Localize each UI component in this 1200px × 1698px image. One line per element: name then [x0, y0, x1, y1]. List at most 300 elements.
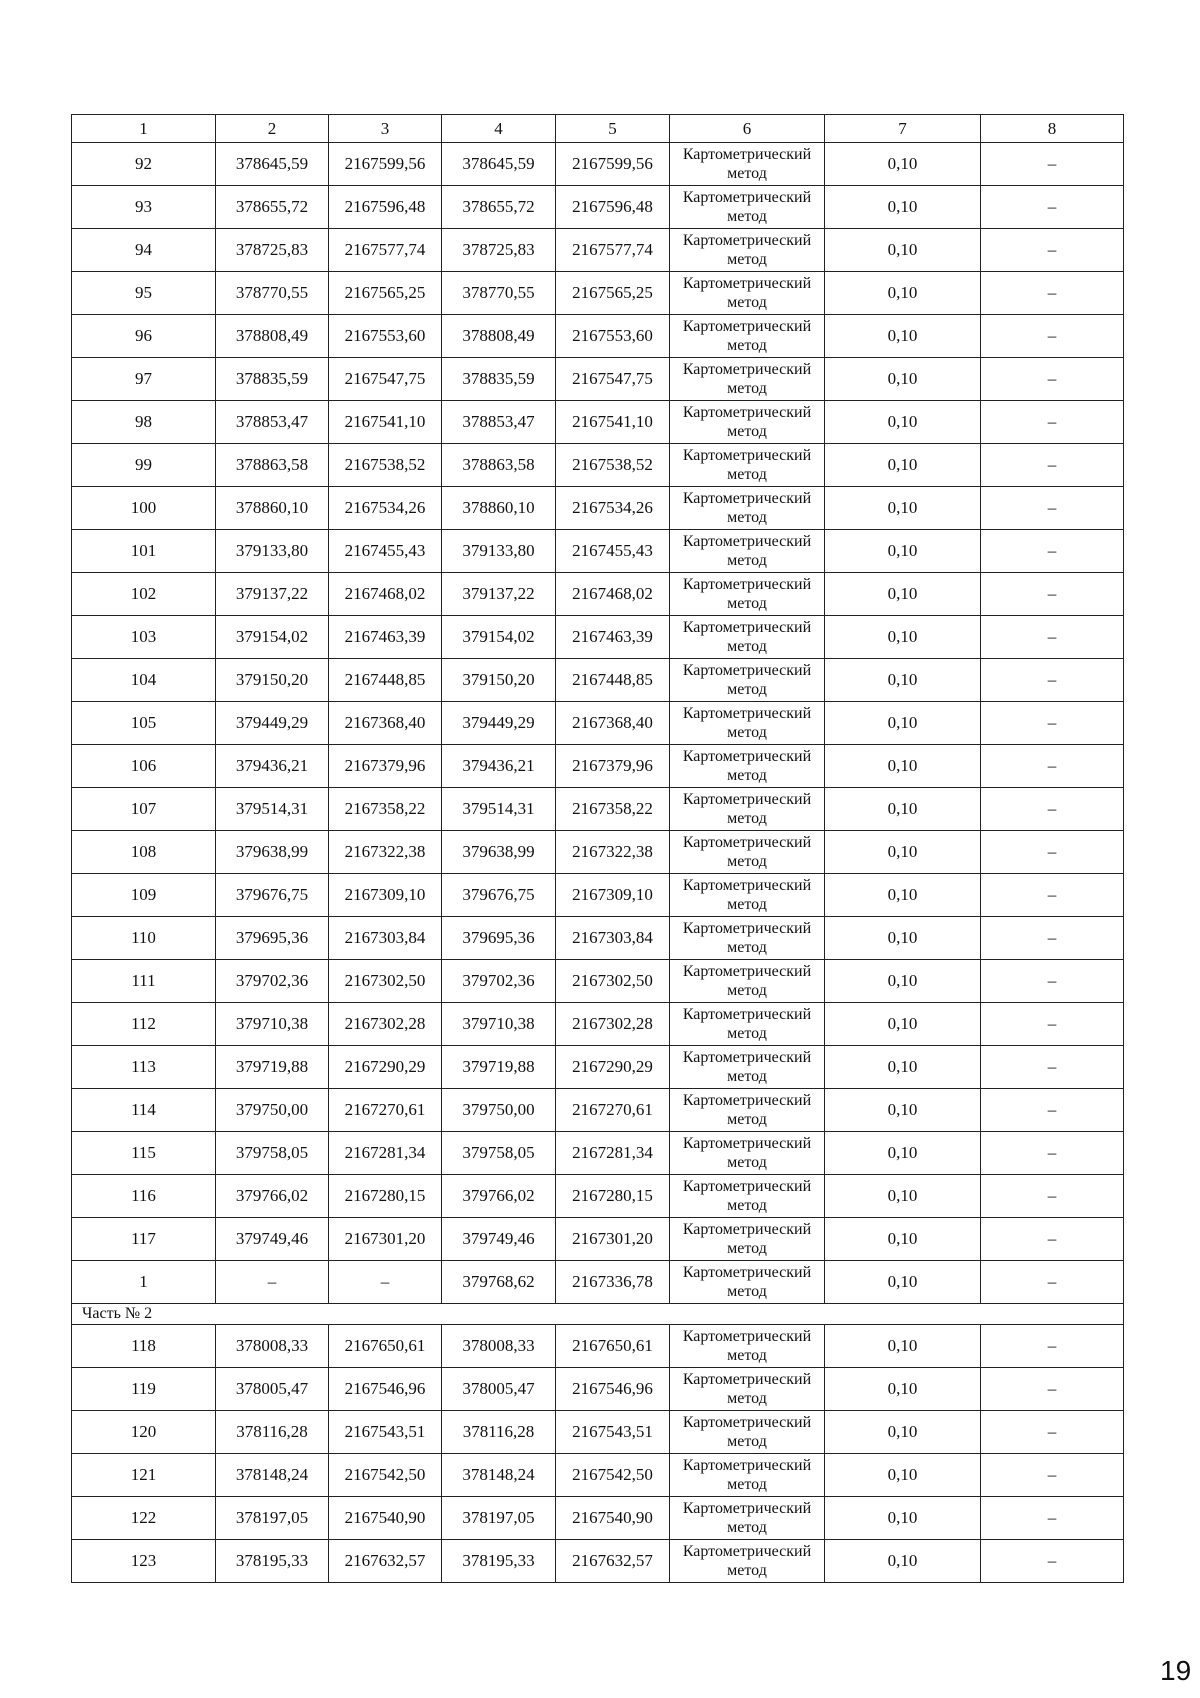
table-row: [72, 917, 1124, 960]
y-new-cell: 2167301,20: [556, 1218, 670, 1261]
point-number-cell: 121: [72, 1454, 216, 1497]
table-row: [72, 1132, 1124, 1175]
point-number-cell: 105: [72, 702, 216, 745]
y-new-cell: 2167538,52: [556, 444, 670, 487]
accuracy-cell: 0,10: [825, 745, 981, 788]
y-new-cell: 2167290,29: [556, 1046, 670, 1089]
description-cell: –: [981, 616, 1124, 659]
point-number-cell: 122: [72, 1497, 216, 1540]
x-old-cell: 379436,21: [216, 745, 329, 788]
description-cell: –: [981, 186, 1124, 229]
x-new-cell: 379676,75: [442, 874, 556, 917]
x-new-cell: 379766,02: [442, 1175, 556, 1218]
x-new-cell: 378655,72: [442, 186, 556, 229]
method-cell: Картометрический метод: [670, 1132, 825, 1175]
accuracy-cell: 0,10: [825, 530, 981, 573]
description-cell: –: [981, 702, 1124, 745]
method-cell: Картометрический метод: [670, 444, 825, 487]
description-cell: –: [981, 573, 1124, 616]
y-old-cell: 2167368,40: [329, 702, 442, 745]
x-old-cell: 378005,47: [216, 1368, 329, 1411]
point-number-cell: 92: [72, 143, 216, 186]
table-row: [72, 874, 1124, 917]
y-new-cell: 2167455,43: [556, 530, 670, 573]
x-new-cell: 379749,46: [442, 1218, 556, 1261]
table-row: [72, 1046, 1124, 1089]
x-old-cell: 378008,33: [216, 1325, 329, 1368]
y-old-cell: 2167534,26: [329, 487, 442, 530]
description-cell: –: [981, 917, 1124, 960]
point-number-cell: 95: [72, 272, 216, 315]
y-new-cell: 2167302,50: [556, 960, 670, 1003]
point-number-cell: 99: [72, 444, 216, 487]
table-row: [72, 229, 1124, 272]
method-cell: Картометрический метод: [670, 1218, 825, 1261]
y-old-cell: 2167290,29: [329, 1046, 442, 1089]
header-cell: 8: [981, 115, 1124, 143]
method-cell: Картометрический метод: [670, 1175, 825, 1218]
y-old-cell: 2167302,50: [329, 960, 442, 1003]
method-cell: Картометрический метод: [670, 745, 825, 788]
x-old-cell: 378860,10: [216, 487, 329, 530]
x-old-cell: 378195,33: [216, 1540, 329, 1583]
description-cell: –: [981, 1175, 1124, 1218]
point-number-cell: 118: [72, 1325, 216, 1368]
description-cell: –: [981, 1261, 1124, 1304]
method-cell: Картометрический метод: [670, 1089, 825, 1132]
description-cell: –: [981, 315, 1124, 358]
x-old-cell: 378116,28: [216, 1411, 329, 1454]
y-new-cell: 2167599,56: [556, 143, 670, 186]
point-number-cell: 107: [72, 788, 216, 831]
y-old-cell: 2167455,43: [329, 530, 442, 573]
table-row: [72, 1540, 1124, 1583]
table-row: [72, 573, 1124, 616]
table-row: [72, 1175, 1124, 1218]
description-cell: –: [981, 1218, 1124, 1261]
y-new-cell: 2167577,74: [556, 229, 670, 272]
x-old-cell: 378645,59: [216, 143, 329, 186]
method-cell: Картометрический метод: [670, 358, 825, 401]
table-row: [72, 272, 1124, 315]
table-row: [72, 143, 1124, 186]
y-new-cell: 2167468,02: [556, 573, 670, 616]
y-new-cell: 2167281,34: [556, 1132, 670, 1175]
y-old-cell: 2167322,38: [329, 831, 442, 874]
accuracy-cell: 0,10: [825, 659, 981, 702]
x-old-cell: 378808,49: [216, 315, 329, 358]
method-cell: Картометрический метод: [670, 1497, 825, 1540]
x-old-cell: 378725,83: [216, 229, 329, 272]
y-old-cell: 2167270,61: [329, 1089, 442, 1132]
x-old-cell: 379150,20: [216, 659, 329, 702]
y-old-cell: 2167542,50: [329, 1454, 442, 1497]
x-old-cell: 379695,36: [216, 917, 329, 960]
y-new-cell: 2167302,28: [556, 1003, 670, 1046]
x-old-cell: 378655,72: [216, 186, 329, 229]
y-old-cell: 2167463,39: [329, 616, 442, 659]
y-old-cell: –: [329, 1261, 442, 1304]
accuracy-cell: 0,10: [825, 143, 981, 186]
point-number-cell: 114: [72, 1089, 216, 1132]
method-cell: Картометрический метод: [670, 960, 825, 1003]
accuracy-cell: 0,10: [825, 1046, 981, 1089]
description-cell: –: [981, 444, 1124, 487]
x-old-cell: 379154,02: [216, 616, 329, 659]
accuracy-cell: 0,10: [825, 229, 981, 272]
point-number-cell: 108: [72, 831, 216, 874]
x-old-cell: 379449,29: [216, 702, 329, 745]
method-cell: Картометрический метод: [670, 874, 825, 917]
y-old-cell: 2167650,61: [329, 1325, 442, 1368]
y-old-cell: 2167302,28: [329, 1003, 442, 1046]
x-old-cell: 379750,00: [216, 1089, 329, 1132]
method-cell: Картометрический метод: [670, 1261, 825, 1304]
description-cell: –: [981, 659, 1124, 702]
point-number-cell: 112: [72, 1003, 216, 1046]
table-row: [72, 487, 1124, 530]
description-cell: –: [981, 1497, 1124, 1540]
x-old-cell: 378148,24: [216, 1454, 329, 1497]
x-old-cell: 379766,02: [216, 1175, 329, 1218]
point-number-cell: 94: [72, 229, 216, 272]
accuracy-cell: 0,10: [825, 186, 981, 229]
point-number-cell: 102: [72, 573, 216, 616]
table-row: [72, 960, 1124, 1003]
description-cell: –: [981, 358, 1124, 401]
description-cell: –: [981, 272, 1124, 315]
x-new-cell: 378863,58: [442, 444, 556, 487]
y-old-cell: 2167632,57: [329, 1540, 442, 1583]
x-old-cell: 379719,88: [216, 1046, 329, 1089]
x-new-cell: 378725,83: [442, 229, 556, 272]
x-new-cell: 378835,59: [442, 358, 556, 401]
y-old-cell: 2167468,02: [329, 573, 442, 616]
y-new-cell: 2167632,57: [556, 1540, 670, 1583]
x-new-cell: 379695,36: [442, 917, 556, 960]
x-new-cell: 378197,05: [442, 1497, 556, 1540]
y-old-cell: 2167599,56: [329, 143, 442, 186]
x-new-cell: 379758,05: [442, 1132, 556, 1175]
description-cell: –: [981, 874, 1124, 917]
table-row: [72, 1003, 1124, 1046]
description-cell: –: [981, 1325, 1124, 1368]
point-number-cell: 116: [72, 1175, 216, 1218]
method-cell: Картометрический метод: [670, 616, 825, 659]
y-new-cell: 2167553,60: [556, 315, 670, 358]
table-row: [72, 1497, 1124, 1540]
x-new-cell: 378853,47: [442, 401, 556, 444]
point-number-cell: 101: [72, 530, 216, 573]
point-number-cell: 123: [72, 1540, 216, 1583]
y-old-cell: 2167538,52: [329, 444, 442, 487]
y-old-cell: 2167448,85: [329, 659, 442, 702]
accuracy-cell: 0,10: [825, 702, 981, 745]
table-row: [72, 831, 1124, 874]
description-cell: –: [981, 1089, 1124, 1132]
method-cell: Картометрический метод: [670, 229, 825, 272]
x-old-cell: 378863,58: [216, 444, 329, 487]
y-old-cell: 2167596,48: [329, 186, 442, 229]
header-cell: 6: [670, 115, 825, 143]
method-cell: Картометрический метод: [670, 315, 825, 358]
table-row: [72, 315, 1124, 358]
accuracy-cell: 0,10: [825, 831, 981, 874]
table-row: [72, 444, 1124, 487]
y-new-cell: 2167565,25: [556, 272, 670, 315]
y-new-cell: 2167540,90: [556, 1497, 670, 1540]
point-number-cell: 115: [72, 1132, 216, 1175]
x-old-cell: 379749,46: [216, 1218, 329, 1261]
y-old-cell: 2167565,25: [329, 272, 442, 315]
x-new-cell: 378008,33: [442, 1325, 556, 1368]
y-new-cell: 2167280,15: [556, 1175, 670, 1218]
x-old-cell: 378853,47: [216, 401, 329, 444]
accuracy-cell: 0,10: [825, 315, 981, 358]
point-number-cell: 97: [72, 358, 216, 401]
method-cell: Картометрический метод: [670, 917, 825, 960]
point-number-cell: 119: [72, 1368, 216, 1411]
point-number-cell: 109: [72, 874, 216, 917]
method-cell: Картометрический метод: [670, 1368, 825, 1411]
description-cell: –: [981, 143, 1124, 186]
x-new-cell: 379154,02: [442, 616, 556, 659]
y-new-cell: 2167448,85: [556, 659, 670, 702]
part-label: Часть № 2: [72, 1304, 1124, 1325]
table-row: [72, 1325, 1124, 1368]
method-cell: Картометрический метод: [670, 788, 825, 831]
y-old-cell: 2167546,96: [329, 1368, 442, 1411]
method-cell: Картометрический метод: [670, 401, 825, 444]
header-cell: 5: [556, 115, 670, 143]
accuracy-cell: 0,10: [825, 1218, 981, 1261]
y-old-cell: 2167309,10: [329, 874, 442, 917]
table-row: [72, 1089, 1124, 1132]
accuracy-cell: 0,10: [825, 960, 981, 1003]
accuracy-cell: 0,10: [825, 1325, 981, 1368]
description-cell: –: [981, 1046, 1124, 1089]
y-new-cell: 2167336,78: [556, 1261, 670, 1304]
y-old-cell: 2167547,75: [329, 358, 442, 401]
table-row: [72, 1218, 1124, 1261]
method-cell: Картометрический метод: [670, 1454, 825, 1497]
header-cell: 7: [825, 115, 981, 143]
point-number-cell: 104: [72, 659, 216, 702]
accuracy-cell: 0,10: [825, 487, 981, 530]
description-cell: –: [981, 831, 1124, 874]
y-old-cell: 2167303,84: [329, 917, 442, 960]
description-cell: –: [981, 229, 1124, 272]
method-cell: Картометрический метод: [670, 1411, 825, 1454]
point-number-cell: 96: [72, 315, 216, 358]
point-number-cell: 1: [72, 1261, 216, 1304]
description-cell: –: [981, 1540, 1124, 1583]
y-new-cell: 2167358,22: [556, 788, 670, 831]
x-new-cell: 378148,24: [442, 1454, 556, 1497]
description-cell: –: [981, 788, 1124, 831]
y-old-cell: 2167553,60: [329, 315, 442, 358]
description-cell: –: [981, 1003, 1124, 1046]
table-row: [72, 1454, 1124, 1497]
accuracy-cell: 0,10: [825, 444, 981, 487]
method-cell: Картометрический метод: [670, 487, 825, 530]
page-number: 19: [1160, 1655, 1192, 1686]
description-cell: –: [981, 530, 1124, 573]
y-new-cell: 2167650,61: [556, 1325, 670, 1368]
y-new-cell: 2167322,38: [556, 831, 670, 874]
y-old-cell: 2167577,74: [329, 229, 442, 272]
x-new-cell: 378860,10: [442, 487, 556, 530]
accuracy-cell: 0,10: [825, 874, 981, 917]
accuracy-cell: 0,10: [825, 1540, 981, 1583]
x-old-cell: 378835,59: [216, 358, 329, 401]
accuracy-cell: 0,10: [825, 1497, 981, 1540]
table-row: [72, 788, 1124, 831]
accuracy-cell: 0,10: [825, 1261, 981, 1304]
x-old-cell: 379758,05: [216, 1132, 329, 1175]
table-row: [72, 616, 1124, 659]
x-old-cell: 379638,99: [216, 831, 329, 874]
coordinates-table: [71, 114, 1124, 1583]
accuracy-cell: 0,10: [825, 1003, 981, 1046]
method-cell: Картометрический метод: [670, 702, 825, 745]
table-row: [72, 530, 1124, 573]
method-cell: Картометрический метод: [670, 186, 825, 229]
x-new-cell: 379514,31: [442, 788, 556, 831]
accuracy-cell: 0,10: [825, 272, 981, 315]
description-cell: –: [981, 960, 1124, 1003]
y-new-cell: 2167547,75: [556, 358, 670, 401]
accuracy-cell: 0,10: [825, 788, 981, 831]
part-label-row: [72, 1304, 1124, 1325]
method-cell: Картометрический метод: [670, 1003, 825, 1046]
table-row: [72, 1261, 1124, 1304]
x-old-cell: 379702,36: [216, 960, 329, 1003]
x-new-cell: 379137,22: [442, 573, 556, 616]
table-row: [72, 401, 1124, 444]
point-number-cell: 100: [72, 487, 216, 530]
y-new-cell: 2167368,40: [556, 702, 670, 745]
table-row: [72, 1368, 1124, 1411]
y-old-cell: 2167280,15: [329, 1175, 442, 1218]
header-cell: 1: [72, 115, 216, 143]
header-cell: 2: [216, 115, 329, 143]
point-number-cell: 110: [72, 917, 216, 960]
table-row: [72, 702, 1124, 745]
accuracy-cell: 0,10: [825, 401, 981, 444]
method-cell: Картометрический метод: [670, 143, 825, 186]
y-new-cell: 2167534,26: [556, 487, 670, 530]
method-cell: Картометрический метод: [670, 530, 825, 573]
y-old-cell: 2167540,90: [329, 1497, 442, 1540]
y-old-cell: 2167301,20: [329, 1218, 442, 1261]
accuracy-cell: 0,10: [825, 1454, 981, 1497]
description-cell: –: [981, 745, 1124, 788]
point-number-cell: 93: [72, 186, 216, 229]
point-number-cell: 117: [72, 1218, 216, 1261]
table-header-row: [72, 115, 1124, 143]
description-cell: –: [981, 1368, 1124, 1411]
point-number-cell: 113: [72, 1046, 216, 1089]
y-old-cell: 2167358,22: [329, 788, 442, 831]
description-cell: –: [981, 1454, 1124, 1497]
method-cell: Картометрический метод: [670, 831, 825, 874]
table-row: [72, 358, 1124, 401]
point-number-cell: 106: [72, 745, 216, 788]
table-row: [72, 745, 1124, 788]
method-cell: Картометрический метод: [670, 659, 825, 702]
method-cell: Картометрический метод: [670, 1046, 825, 1089]
point-number-cell: 103: [72, 616, 216, 659]
x-new-cell: 379750,00: [442, 1089, 556, 1132]
x-old-cell: 379133,80: [216, 530, 329, 573]
accuracy-cell: 0,10: [825, 1089, 981, 1132]
x-new-cell: 378195,33: [442, 1540, 556, 1583]
y-old-cell: 2167379,96: [329, 745, 442, 788]
accuracy-cell: 0,10: [825, 1368, 981, 1411]
description-cell: –: [981, 487, 1124, 530]
x-old-cell: 379676,75: [216, 874, 329, 917]
x-new-cell: 378005,47: [442, 1368, 556, 1411]
y-new-cell: 2167303,84: [556, 917, 670, 960]
x-old-cell: 379137,22: [216, 573, 329, 616]
y-new-cell: 2167542,50: [556, 1454, 670, 1497]
y-new-cell: 2167270,61: [556, 1089, 670, 1132]
method-cell: Картометрический метод: [670, 1325, 825, 1368]
y-old-cell: 2167541,10: [329, 401, 442, 444]
accuracy-cell: 0,10: [825, 917, 981, 960]
x-new-cell: 379449,29: [442, 702, 556, 745]
x-old-cell: 378197,05: [216, 1497, 329, 1540]
table-row: [72, 1411, 1124, 1454]
x-new-cell: 379768,62: [442, 1261, 556, 1304]
description-cell: –: [981, 1132, 1124, 1175]
method-cell: Картометрический метод: [670, 272, 825, 315]
y-new-cell: 2167546,96: [556, 1368, 670, 1411]
header-cell: 4: [442, 115, 556, 143]
accuracy-cell: 0,10: [825, 573, 981, 616]
x-new-cell: 379719,88: [442, 1046, 556, 1089]
y-new-cell: 2167309,10: [556, 874, 670, 917]
x-new-cell: 379150,20: [442, 659, 556, 702]
x-new-cell: 378808,49: [442, 315, 556, 358]
x-old-cell: 379710,38: [216, 1003, 329, 1046]
y-old-cell: 2167543,51: [329, 1411, 442, 1454]
x-new-cell: 378770,55: [442, 272, 556, 315]
x-new-cell: 379702,36: [442, 960, 556, 1003]
accuracy-cell: 0,10: [825, 358, 981, 401]
method-cell: Картометрический метод: [670, 573, 825, 616]
accuracy-cell: 0,10: [825, 616, 981, 659]
method-cell: Картометрический метод: [670, 1540, 825, 1583]
x-old-cell: 379514,31: [216, 788, 329, 831]
x-old-cell: –: [216, 1261, 329, 1304]
accuracy-cell: 0,10: [825, 1132, 981, 1175]
point-number-cell: 120: [72, 1411, 216, 1454]
point-number-cell: 98: [72, 401, 216, 444]
table-row: [72, 186, 1124, 229]
x-new-cell: 379638,99: [442, 831, 556, 874]
point-number-cell: 111: [72, 960, 216, 1003]
accuracy-cell: 0,10: [825, 1411, 981, 1454]
x-new-cell: 378116,28: [442, 1411, 556, 1454]
description-cell: –: [981, 401, 1124, 444]
x-new-cell: 379710,38: [442, 1003, 556, 1046]
x-new-cell: 379133,80: [442, 530, 556, 573]
header-cell: 3: [329, 115, 442, 143]
accuracy-cell: 0,10: [825, 1175, 981, 1218]
x-new-cell: 378645,59: [442, 143, 556, 186]
